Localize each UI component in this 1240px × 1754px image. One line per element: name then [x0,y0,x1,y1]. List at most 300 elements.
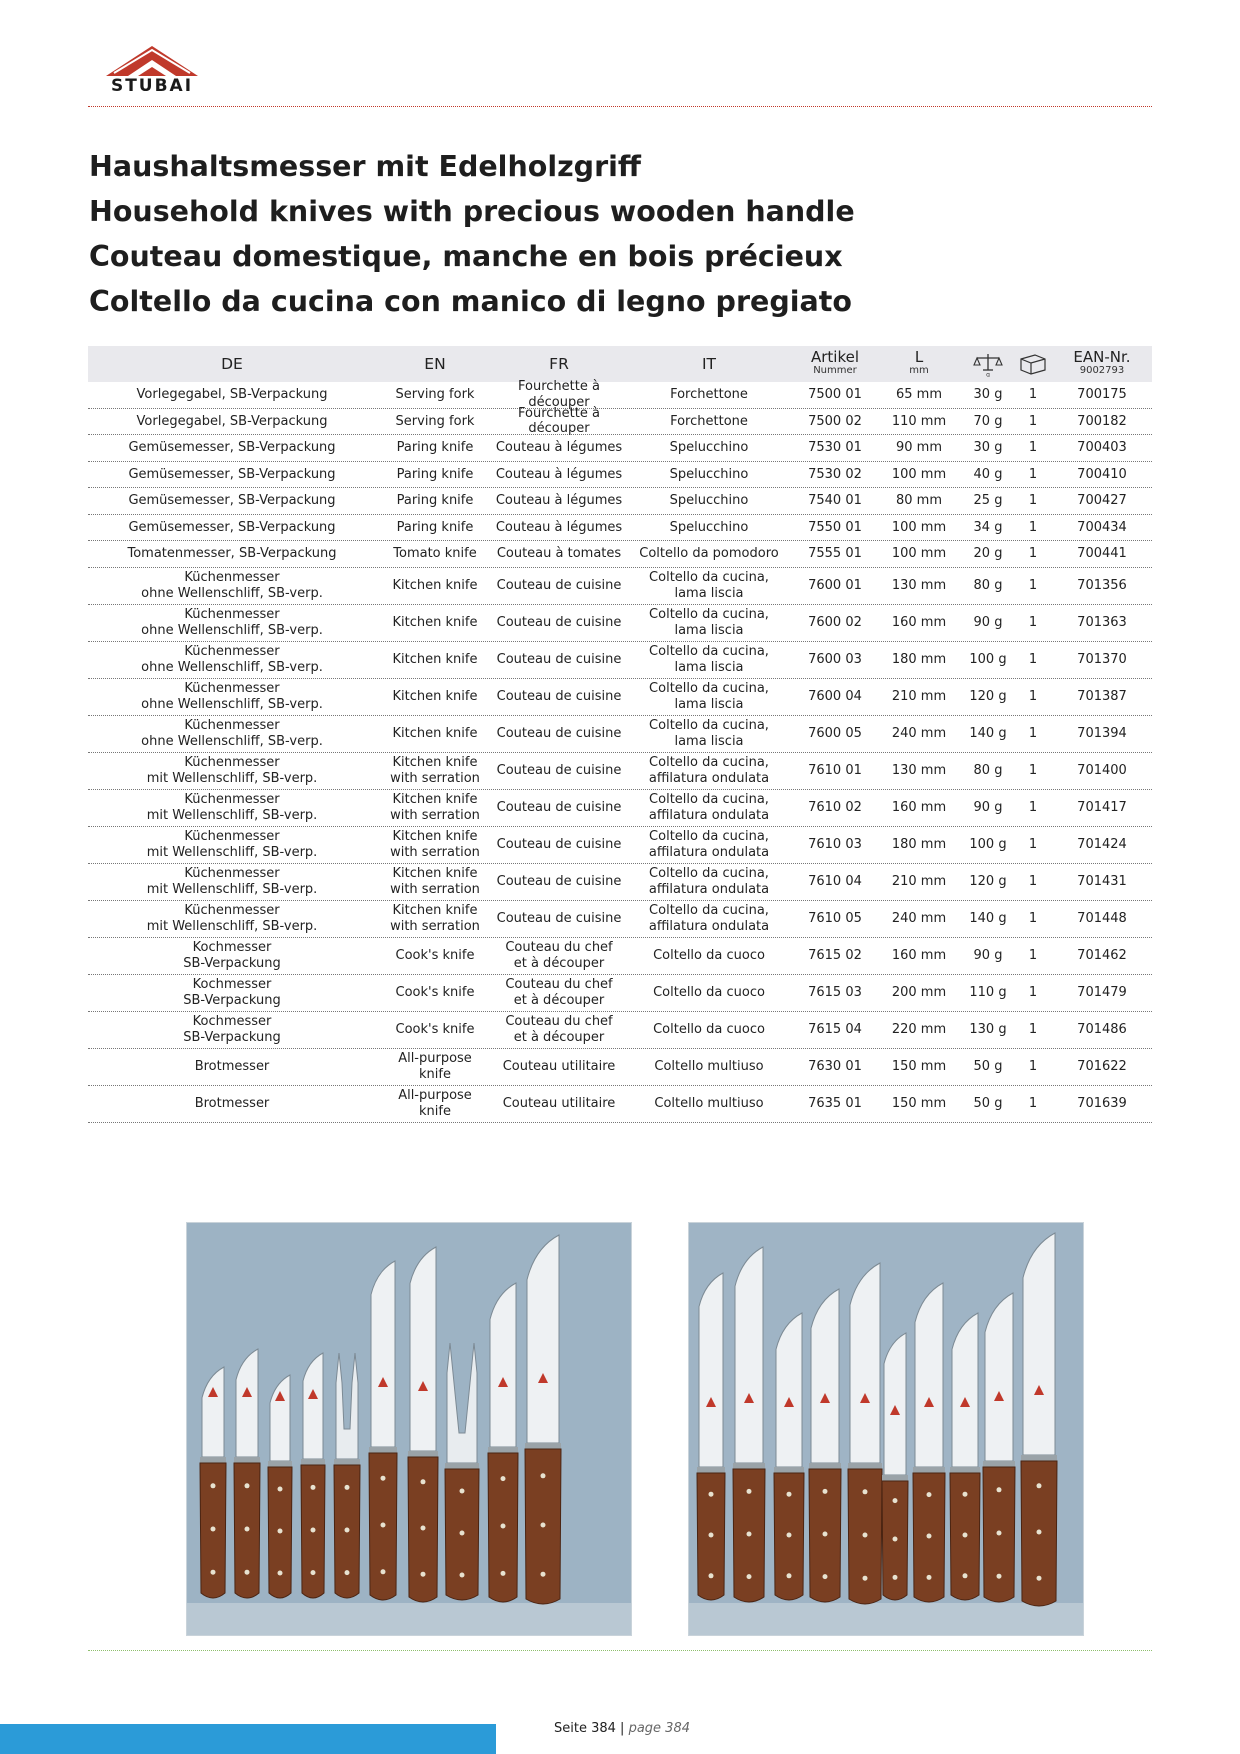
cell-art [794,462,876,488]
cell-de-text: Küchenmesser ohne Wellenschliff, SB-verp. [141,607,323,638]
cell-art [794,435,876,461]
cell-g [962,1049,1014,1085]
cell-ean [1052,605,1152,641]
cell-de-text: Küchenmesser mit Wellenschliff, SB-verp. [146,903,318,934]
cell-it-text: Coltello da cucina, lama liscia [649,644,769,675]
cell-ean [1052,901,1152,937]
cell-g-text: 34 g [973,519,1003,535]
cell-ean [1052,1086,1152,1122]
cell-art-text: 7610 05 [808,910,862,926]
cell-it [624,938,794,974]
table-row [88,605,1152,642]
cell-ean [1052,488,1152,514]
cell-art-text: 7635 01 [808,1095,862,1111]
knife-item [488,1283,518,1602]
cell-it [624,790,794,826]
cell-art [794,1012,876,1048]
cell-g [962,409,1014,435]
cell-it [624,827,794,863]
cell-en-text: Kitchen knife [392,725,478,741]
cell-it-text: Forchettone [670,387,748,402]
cell-ean [1052,975,1152,1011]
cell-de [88,901,376,937]
cell-qty-text: 1 [1028,1095,1038,1111]
cell-en [376,435,494,461]
cell-en [376,901,494,937]
knife-item [882,1333,908,1600]
cell-ean-text: 701400 [1077,762,1127,778]
cell-l-text: 65 mm [895,387,942,402]
cell-g [962,716,1014,752]
col-ean-prefix: 9002793 [1079,365,1125,376]
cell-en [376,605,494,641]
cell-de-text: Gemüsemesser, SB-Verpackung [128,440,336,455]
cell-it-text: Coltello da cuoco [653,947,765,963]
cell-ean-text: 701394 [1077,725,1127,741]
col-it: IT [701,355,717,373]
cell-qty [1014,541,1052,567]
mountain-logo-icon [100,40,204,80]
knife-item [200,1367,226,1598]
cell-de-text: Küchenmesser ohne Wellenschliff, SB-verp. [141,681,323,712]
cell-g [962,679,1014,715]
cell-fr [494,435,624,461]
cell-en-text: Cook's knife [395,984,475,1000]
knife-item [369,1261,397,1600]
cell-it [624,975,794,1011]
cell-it [624,1086,794,1122]
cell-en [376,716,494,752]
cell-art [794,642,876,678]
cell-de [88,568,376,604]
cell-g-text: 80 g [973,762,1003,778]
cell-it [624,1049,794,1085]
table-row [88,790,1152,827]
cell-ean [1052,642,1152,678]
cell-art [794,605,876,641]
cell-qty-text: 1 [1028,762,1038,778]
cell-art-text: 7600 05 [808,725,862,741]
cell-qty [1014,827,1052,863]
cell-de-text: Küchenmesser ohne Wellenschliff, SB-verp. [141,644,323,675]
cell-qty-text: 1 [1028,614,1038,630]
cell-en [376,382,494,408]
cell-qty-text: 1 [1028,387,1038,402]
cell-fr [494,462,624,488]
table-header [88,346,1152,382]
col-de: DE [221,355,243,373]
cell-ean [1052,1049,1152,1085]
cell-en [376,938,494,974]
cell-it-text: Spelucchino [669,440,749,455]
cell-ean-text: 701356 [1077,577,1127,593]
cell-it-text: Coltello da cucina, lama liscia [649,570,769,601]
cell-qty-text: 1 [1028,466,1038,482]
cell-en [376,541,494,567]
cell-fr [494,716,624,752]
cell-qty [1014,605,1052,641]
cell-ean [1052,938,1152,974]
cell-g-text: 90 g [973,947,1003,963]
cell-art [794,716,876,752]
cell-ean-text: 700434 [1077,519,1127,535]
cell-qty-text: 1 [1028,651,1038,667]
cell-g-text: 50 g [973,1058,1003,1074]
cell-it-text: Coltello da cucina, lama liscia [649,681,769,712]
cell-de-text: Küchenmesser ohne Wellenschliff, SB-verp. [141,718,323,749]
cell-de-text: Vorlegegabel, SB-Verpackung [136,387,328,402]
cell-qty [1014,864,1052,900]
cell-art [794,679,876,715]
cell-g [962,864,1014,900]
box-icon [1019,353,1047,375]
cell-qty-text: 1 [1028,440,1038,455]
cell-fr [494,790,624,826]
cell-de-text: Brotmesser [194,1058,270,1074]
cell-l-text: 240 mm [891,910,947,926]
cell-fr-text: Couteau de cuisine [496,688,622,704]
cell-en [376,864,494,900]
cell-g-text: 20 g [973,546,1003,561]
cell-fr [494,679,624,715]
table-row [88,488,1152,515]
cell-l [876,753,962,789]
cell-en-text: All-purpose knife [398,1088,472,1119]
cell-g [962,488,1014,514]
cell-fr [494,642,624,678]
cell-ean-text: 701479 [1077,984,1127,1000]
cell-en [376,462,494,488]
cell-art [794,1049,876,1085]
cell-de-text: Vorlegegabel, SB-Verpackung [136,413,328,429]
cell-g-text: 25 g [973,493,1003,508]
cell-qty-text: 1 [1028,910,1038,926]
cell-g [962,642,1014,678]
cell-it [624,541,794,567]
cell-it-text: Coltello da cucina, affilatura ondulata [648,903,770,934]
cell-en-text: Kitchen knife [392,651,478,667]
cell-ean [1052,827,1152,863]
cell-fr [494,379,624,410]
cell-art-text: 7610 03 [808,836,862,852]
knife-item [268,1375,292,1598]
cell-fr [494,901,624,937]
cell-it-text: Forchettone [670,413,748,429]
cell-ean-text: 701370 [1077,651,1127,667]
cell-art [794,382,876,408]
cell-g-text: 100 g [969,836,1007,852]
cell-qty-text: 1 [1028,947,1038,963]
cell-l [876,938,962,974]
cell-it [624,605,794,641]
cell-de [88,541,376,567]
page-number-de: Seite 384 [554,1721,616,1736]
cell-fr [494,405,624,437]
cell-it-text: Coltello da cucina, lama liscia [649,607,769,638]
cell-en-text: Paring knife [396,440,474,455]
cell-en-text: Kitchen knife with serration [390,866,480,897]
cell-g [962,790,1014,826]
cell-de-text: Küchenmesser mit Wellenschliff, SB-verp. [146,866,318,897]
cell-de [88,790,376,826]
page-number-en: page 384 [628,1721,690,1736]
footer-divider [88,1650,1152,1651]
cell-art [794,827,876,863]
cell-en [376,1086,494,1122]
cell-de-text: Kochmesser SB-Verpackung [183,1014,281,1045]
cell-qty [1014,409,1052,435]
footer-color-bar [0,1724,496,1754]
cell-art-text: 7555 01 [808,546,862,561]
cell-fr-text: Couteau à légumes [495,466,623,482]
col-length [876,346,962,382]
cell-it [624,753,794,789]
cell-l [876,975,962,1011]
cell-g [962,382,1014,408]
cell-en-text: Kitchen knife with serration [390,755,480,786]
cell-ean-text: 701622 [1077,1058,1127,1074]
knife-set-right-image [689,1223,1084,1636]
cell-ean [1052,679,1152,715]
cell-l [876,541,962,567]
cell-fr-text: Couteau utilitaire [502,1095,616,1111]
cell-qty [1014,938,1052,974]
cell-fr [494,541,624,567]
cell-g-text: 140 g [969,910,1007,926]
cell-de [88,1049,376,1085]
col-en: EN [424,355,446,373]
cell-g-text: 30 g [973,440,1003,455]
cell-qty [1014,435,1052,461]
cell-l [876,435,962,461]
cell-l [876,827,962,863]
cell-fr [494,1012,624,1048]
title-fr: Couteau domestique, manche en bois précieux [89,240,843,273]
table-row [88,938,1152,975]
cell-de [88,716,376,752]
cell-g [962,515,1014,541]
knife-item [983,1293,1015,1602]
cell-it-text: Coltello multiuso [654,1095,764,1111]
cell-it [624,864,794,900]
cell-art-text: 7615 04 [808,1021,862,1037]
cell-l-text: 160 mm [891,799,947,815]
cell-art-text: 7600 02 [808,614,862,630]
table-row [88,1086,1152,1123]
cell-art-text: 7610 02 [808,799,862,815]
cell-it [624,382,794,408]
cell-art-text: 7600 04 [808,688,862,704]
cell-qty [1014,716,1052,752]
cell-ean [1052,382,1152,408]
col-fr: FR [549,355,569,373]
table-row [88,1012,1152,1049]
cell-qty-text: 1 [1028,1021,1038,1037]
cell-g-text: 40 g [973,466,1003,482]
cell-l-text: 100 mm [891,546,947,561]
cell-fr [494,515,624,541]
cell-g [962,1086,1014,1122]
cell-en-text: Paring knife [396,493,474,508]
cell-art-text: 7550 01 [808,519,862,535]
cell-ean-text: 700182 [1077,413,1127,429]
cell-g-text: 120 g [969,873,1007,889]
cell-de [88,864,376,900]
cell-it-text: Coltello da cucina, affilatura ondulata [648,829,770,860]
cell-fr-text: Couteau de cuisine [496,725,622,741]
cell-qty [1014,382,1052,408]
cell-fr-text: Couteau à légumes [495,493,623,508]
table-row [88,901,1152,938]
cell-de [88,827,376,863]
cell-g [962,605,1014,641]
cell-it [624,409,794,435]
knife-item [774,1313,804,1600]
cell-fr-text: Couteau de cuisine [496,873,622,889]
cell-qty [1014,975,1052,1011]
knife-set-photo-left [186,1222,632,1636]
cell-ean-text: 701486 [1077,1021,1127,1037]
knife-item [234,1349,260,1598]
table-row [88,753,1152,790]
cell-fr-text: Couteau de cuisine [496,836,622,852]
cell-l [876,1086,962,1122]
cell-de [88,382,376,408]
knife-item [525,1235,561,1604]
col-artikel [794,346,876,382]
cell-g [962,541,1014,567]
cell-en [376,753,494,789]
cell-en [376,488,494,514]
cell-fr-text: Couteau de cuisine [496,799,622,815]
cell-ean [1052,864,1152,900]
cell-art-text: 7615 02 [808,947,862,963]
cell-en-text: Kitchen knife with serration [390,829,480,860]
cell-de-text: Kochmesser SB-Verpackung [183,977,281,1008]
cell-it-text: Coltello da cucina, affilatura ondulata [648,792,770,823]
cell-l [876,642,962,678]
knife-set-photo-right [688,1222,1084,1636]
cell-de-text: Gemüsemesser, SB-Verpackung [128,466,336,482]
cell-qty-text: 1 [1028,519,1038,535]
cell-ean-text: 701387 [1077,688,1127,704]
knife-item [733,1247,765,1602]
table-row [88,435,1152,462]
cell-l-text: 180 mm [891,836,947,852]
cell-qty [1014,753,1052,789]
cell-art-text: 7615 03 [808,984,862,1000]
weight-unit: g [986,371,990,377]
cell-l-text: 180 mm [891,651,947,667]
cell-g-text: 130 g [969,1021,1007,1037]
cell-art-text: 7600 03 [808,651,862,667]
cell-art [794,409,876,435]
cell-ean [1052,790,1152,826]
cell-g-text: 80 g [973,577,1003,593]
knife-item [950,1313,980,1600]
knife-item [697,1273,725,1600]
cell-l-text: 200 mm [891,984,947,1000]
cell-qty [1014,642,1052,678]
cell-g-text: 90 g [973,614,1003,630]
cell-l-text: 100 mm [891,466,947,482]
cell-en-text: Tomato knife [393,546,477,561]
cell-ean-text: 701424 [1077,836,1127,852]
cell-qty [1014,901,1052,937]
brand-name: STUBAI [110,76,194,96]
cell-it-text: Coltello da cucina, lama liscia [649,718,769,749]
cell-fr [494,1049,624,1085]
cell-fr-text: Couteau du chef et à découper [505,940,613,971]
cell-de-text: Tomatenmesser, SB-Verpackung [127,546,337,561]
cell-ean-text: 700175 [1077,387,1127,402]
cell-qty-text: 1 [1028,984,1038,1000]
cell-en-text: All-purpose knife [398,1051,472,1082]
knife-item [913,1283,945,1602]
cell-de-text: Brotmesser [194,1095,270,1111]
cell-art [794,488,876,514]
cell-ean-text: 701431 [1077,873,1127,889]
cell-fr-text: Couteau de cuisine [496,651,622,667]
cell-l-text: 150 mm [891,1095,947,1111]
cell-it-text: Coltello da cucina, affilatura ondulata [648,866,770,897]
cell-en [376,827,494,863]
cell-g-text: 140 g [969,725,1007,741]
cell-fr-text: Couteau de cuisine [496,762,622,778]
cell-art-text: 7600 01 [808,577,862,593]
cell-en [376,790,494,826]
col-artikel-sub: Nummer [813,365,857,376]
cell-qty-text: 1 [1028,577,1038,593]
cell-fr [494,753,624,789]
cell-ean [1052,462,1152,488]
cell-it-text: Coltello da cuoco [653,984,765,1000]
cell-g [962,435,1014,461]
col-weight [962,346,1014,382]
table-row [88,864,1152,901]
cell-de-text: Küchenmesser mit Wellenschliff, SB-verp. [146,829,318,860]
table-body [88,379,1152,1123]
cell-qty-text: 1 [1028,836,1038,852]
cell-fr-text: Couteau de cuisine [496,577,622,593]
cell-l [876,462,962,488]
cell-l [876,901,962,937]
cell-qty-text: 1 [1028,725,1038,741]
cell-g-text: 30 g [973,387,1003,402]
cell-art [794,901,876,937]
cell-en-text: Paring knife [396,519,474,535]
cell-en [376,515,494,541]
cell-l-text: 90 mm [895,440,942,455]
cell-en-text: Cook's knife [395,947,475,963]
cell-it-text: Coltello multiuso [654,1058,764,1074]
cell-qty-text: 1 [1028,688,1038,704]
table-row [88,462,1152,489]
cell-de-text: Küchenmesser mit Wellenschliff, SB-verp. [146,792,318,823]
table-row [88,679,1152,716]
cell-l-text: 80 mm [895,493,942,508]
cell-g-text: 110 g [969,984,1007,1000]
cell-qty-text: 1 [1028,1058,1038,1074]
cell-art [794,753,876,789]
cell-fr [494,488,624,514]
table-row [88,1049,1152,1086]
cell-fr [494,1086,624,1122]
cell-en-text: Serving fork [395,387,475,402]
col-ean-label: EAN-Nr. [1073,348,1131,366]
cell-art-text: 7530 01 [808,440,862,455]
cell-ean-text: 700410 [1077,466,1127,482]
